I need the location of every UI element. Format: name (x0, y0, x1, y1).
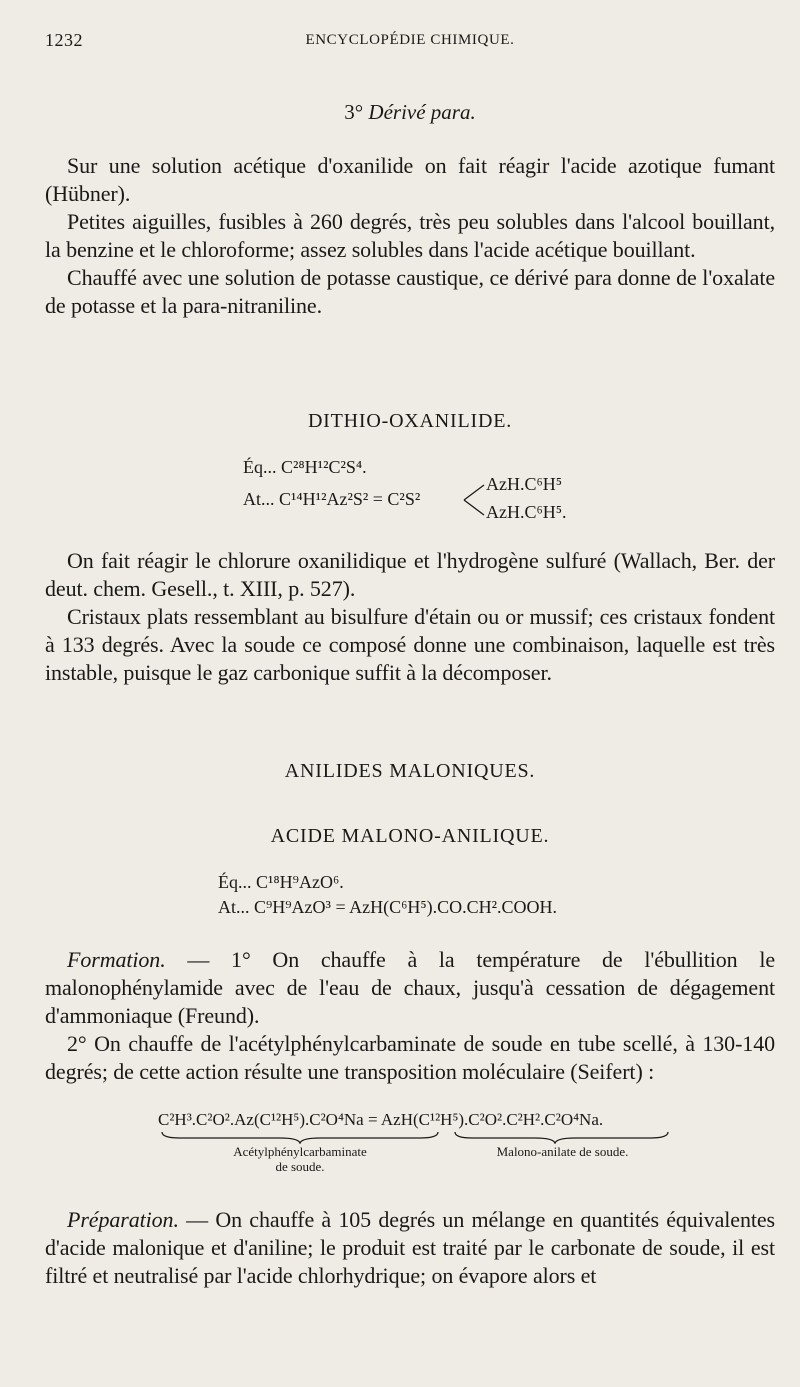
reaction-equation (158, 1108, 603, 1132)
brace-left-label-line: de soude. (275, 1159, 325, 1174)
reaction-braces (160, 1130, 670, 1144)
at-label: At... (243, 489, 275, 509)
paragraph: 2° On chauffe de l'acétylphénylcarbaminate de soude en tube scellé, à 130-140 degrés; de cette action résulte une transposition moléculaire (Seifert) : (45, 1031, 775, 1084)
malono-eq-line (218, 870, 344, 894)
page-number: 1232 (45, 30, 83, 50)
preparation-paragraph (45, 1206, 775, 1290)
section-heading-para (45, 100, 775, 125)
formation-label: Formation. (67, 947, 166, 972)
malono-at-line (218, 895, 557, 919)
at-label: At... (218, 897, 250, 917)
reaction-left: C²H³.C²O².Az(C¹²H⁵).C²O⁴Na (158, 1110, 364, 1129)
formula-eq-line (243, 455, 367, 479)
branch-top: AzH.C⁶H⁵ (486, 474, 563, 494)
branch-bottom: AzH.C⁶H⁵. (486, 502, 567, 522)
preparation-body (45, 1206, 775, 1290)
running-title: ENCYCLOPÉDIE CHIMIQUE. (305, 32, 515, 48)
heading-malono: ACIDE MALONO-ANILIQUE. (270, 825, 550, 847)
formation-text: — 1° On chauffe à la température de l'ébullition le malonophénylamide avec de l'eau de chaux, jusqu'à cessation de dégagement d'ammoniaque (Freund). (45, 947, 775, 1028)
heading-anilides: ANILIDES MALONIQUES. (284, 760, 536, 782)
formula-at-line (243, 487, 420, 511)
formation-paragraph (45, 946, 775, 1030)
section-number: 3° (344, 100, 364, 124)
at-formula: C⁹H⁹AzO³ = AzH(C⁶H⁵).CO.CH².COOH. (254, 897, 558, 917)
brace-left-label (160, 1144, 440, 1174)
paragraph: Sur une solution acétique d'oxanilide on fait réagir l'acide azotique fumant (Hübner). (45, 153, 775, 206)
reaction-equals: = (367, 1110, 378, 1129)
eq-label: Éq... (218, 872, 252, 892)
page-header (45, 30, 775, 56)
dithio-body (45, 547, 775, 687)
paragraph: Cristaux plats ressemblant au bisulfure d'étain ou or mussif; ces cristaux fondent à 133 degrés. Avec la soude ce composé donne une combinaison, laquelle est très instable, puisque le gaz carbonique suffit à la décomposer. (45, 604, 775, 685)
paragraph: On fait réagir le chlorure oxanilidique et l'hydrogène sulfuré (Wallach, Ber. der deut. chem. Gesell., t. XIII, p. 527). (45, 548, 775, 601)
at-formula: C¹⁴H¹²Az²S² = C²S² (279, 489, 421, 509)
reaction-right: AzH(C¹²H⁵).C²O².C²H².C²O⁴Na. (380, 1110, 604, 1129)
eq-label: Éq... (243, 457, 277, 477)
heading-dithio: DITHIO-OXANILIDE. (307, 410, 513, 432)
paragraph: Petites aiguilles, fusibles à 260 degrés, très peu solubles dans l'alcool bouillant, la benzine et le chloroforme; assez solubles dans l'acide acétique bouillant. (45, 209, 775, 262)
formation-body (45, 946, 775, 1086)
section-title: Dérivé para. (368, 100, 476, 124)
eq-formula: C¹⁸H⁹AzO⁶. (256, 872, 344, 892)
para-section-body (45, 152, 775, 320)
brace-left-label-line: Acétylphénylcarbaminate (233, 1144, 367, 1159)
brace-right-label: Malono-anilate de soude. (496, 1144, 629, 1159)
preparation-label: Préparation. (67, 1207, 179, 1232)
paragraph: Chauffé avec une solution de potasse caustique, ce dérivé para donne de l'oxalate de potasse et la para-nitraniline. (45, 265, 775, 318)
eq-formula: C²⁸H¹²C²S⁴. (281, 457, 367, 477)
preparation-text: — On chauffe à 105 degrés un mélange en quantités équivalentes d'acide malonique et d'aniline; le produit est traité par le carbonate de soude, il est filtré et neutralisé par l'acide chlorhydrique; on évapore alors et (45, 1207, 775, 1288)
